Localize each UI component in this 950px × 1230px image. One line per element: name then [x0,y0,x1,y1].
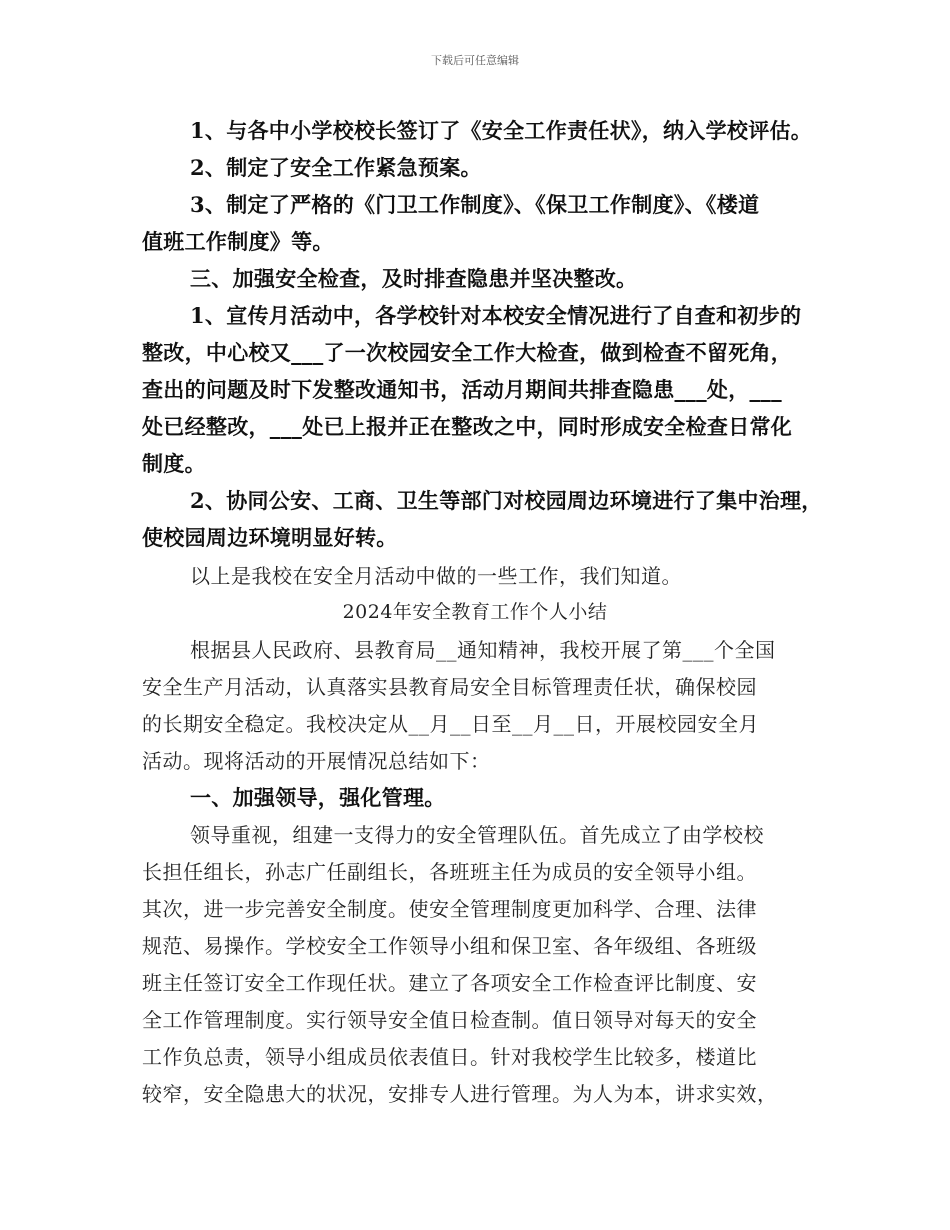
paragraph-line: 长担任组长，孙志广任副组长，各班班主任为成员的安全领导小组。 [142,860,757,884]
paragraph-line: 较窄，安全隐患大的状况，安排专人进行管理。为人为本，讲求实效， [142,1082,778,1106]
paragraph-line: 2、协同公安、工商、卫生等部门对校园周边环境进行了集中治理， [190,488,823,513]
header-note: 下载后可任意编辑 [431,54,519,67]
paragraph-line: 根据县人民政府、县教育局__通知精神，我校开展了第___个全国 [190,638,776,662]
paragraph-line: 其次，进一步完善安全制度。使安全管理制度更加科学、合理、法律 [142,897,757,921]
section-heading: 一、加强领导，强化管理。 [190,785,446,810]
document-title: 2024年安全教育工作个人小结 [342,601,608,623]
paragraph-line: 1、与各中小学校校长签订了《安全工作责任状》，纳入学校评估。 [190,118,813,143]
paragraph-line: 工作负总责，领导小组成员依表值日。针对我校学生比较多，楼道比 [142,1045,757,1069]
paragraph-line: 使校园周边环境明显好转。 [142,525,398,550]
section-heading: 三、加强安全检查，及时排查隐患并坚决整改。 [190,266,638,291]
paragraph-line: 3、制定了严格的《门卫工作制度》、《保卫工作制度》、《楼道 [190,192,760,217]
paragraph-line: 2、制定了安全工作紧急预案。 [190,155,482,180]
paragraph-line: 领导重视，组建一支得力的安全管理队伍。首先成立了由学校校 [190,823,764,847]
paragraph-line: 值班工作制度》等。 [142,229,334,254]
paragraph-line: 整改，中心校又___了一次校园安全工作大检查，做到检查不留死角， [142,340,793,365]
paragraph-line: 的长期安全稳定。我校决定从__月__日至__月__日，开展校园安全月 [142,712,759,736]
paragraph-line: 活动。现将活动的开展情况总结如下： [142,749,491,773]
paragraph-line: 全工作管理制度。实行领导安全值日检查制。值日领导对每天的安全 [142,1008,757,1032]
closing-line: 以上是我校在安全月活动中做的一些工作，我们知道。 [190,564,682,588]
paragraph-line: 安全生产月活动，认真落实县教育局安全目标管理责任状，确保校园 [142,675,757,699]
paragraph-line: 处已经整改，___处已上报并正在整改之中，同时形成安全检查日常化 [142,414,793,439]
paragraph-line: 班主任签订安全工作现任状。建立了各项安全工作检查评比制度、安 [142,971,757,995]
paragraph-line: 1、宣传月活动中，各学校针对本校安全情况进行了自查和初步的 [190,303,802,328]
paragraph-line: 制度。 [142,451,206,476]
paragraph-line: 查出的问题及时下发整改通知书，活动月期间共排查隐患___处，___ [142,377,782,402]
paragraph-line: 规范、易操作。学校安全工作领导小组和保卫室、各年级组、各班级 [142,934,757,958]
